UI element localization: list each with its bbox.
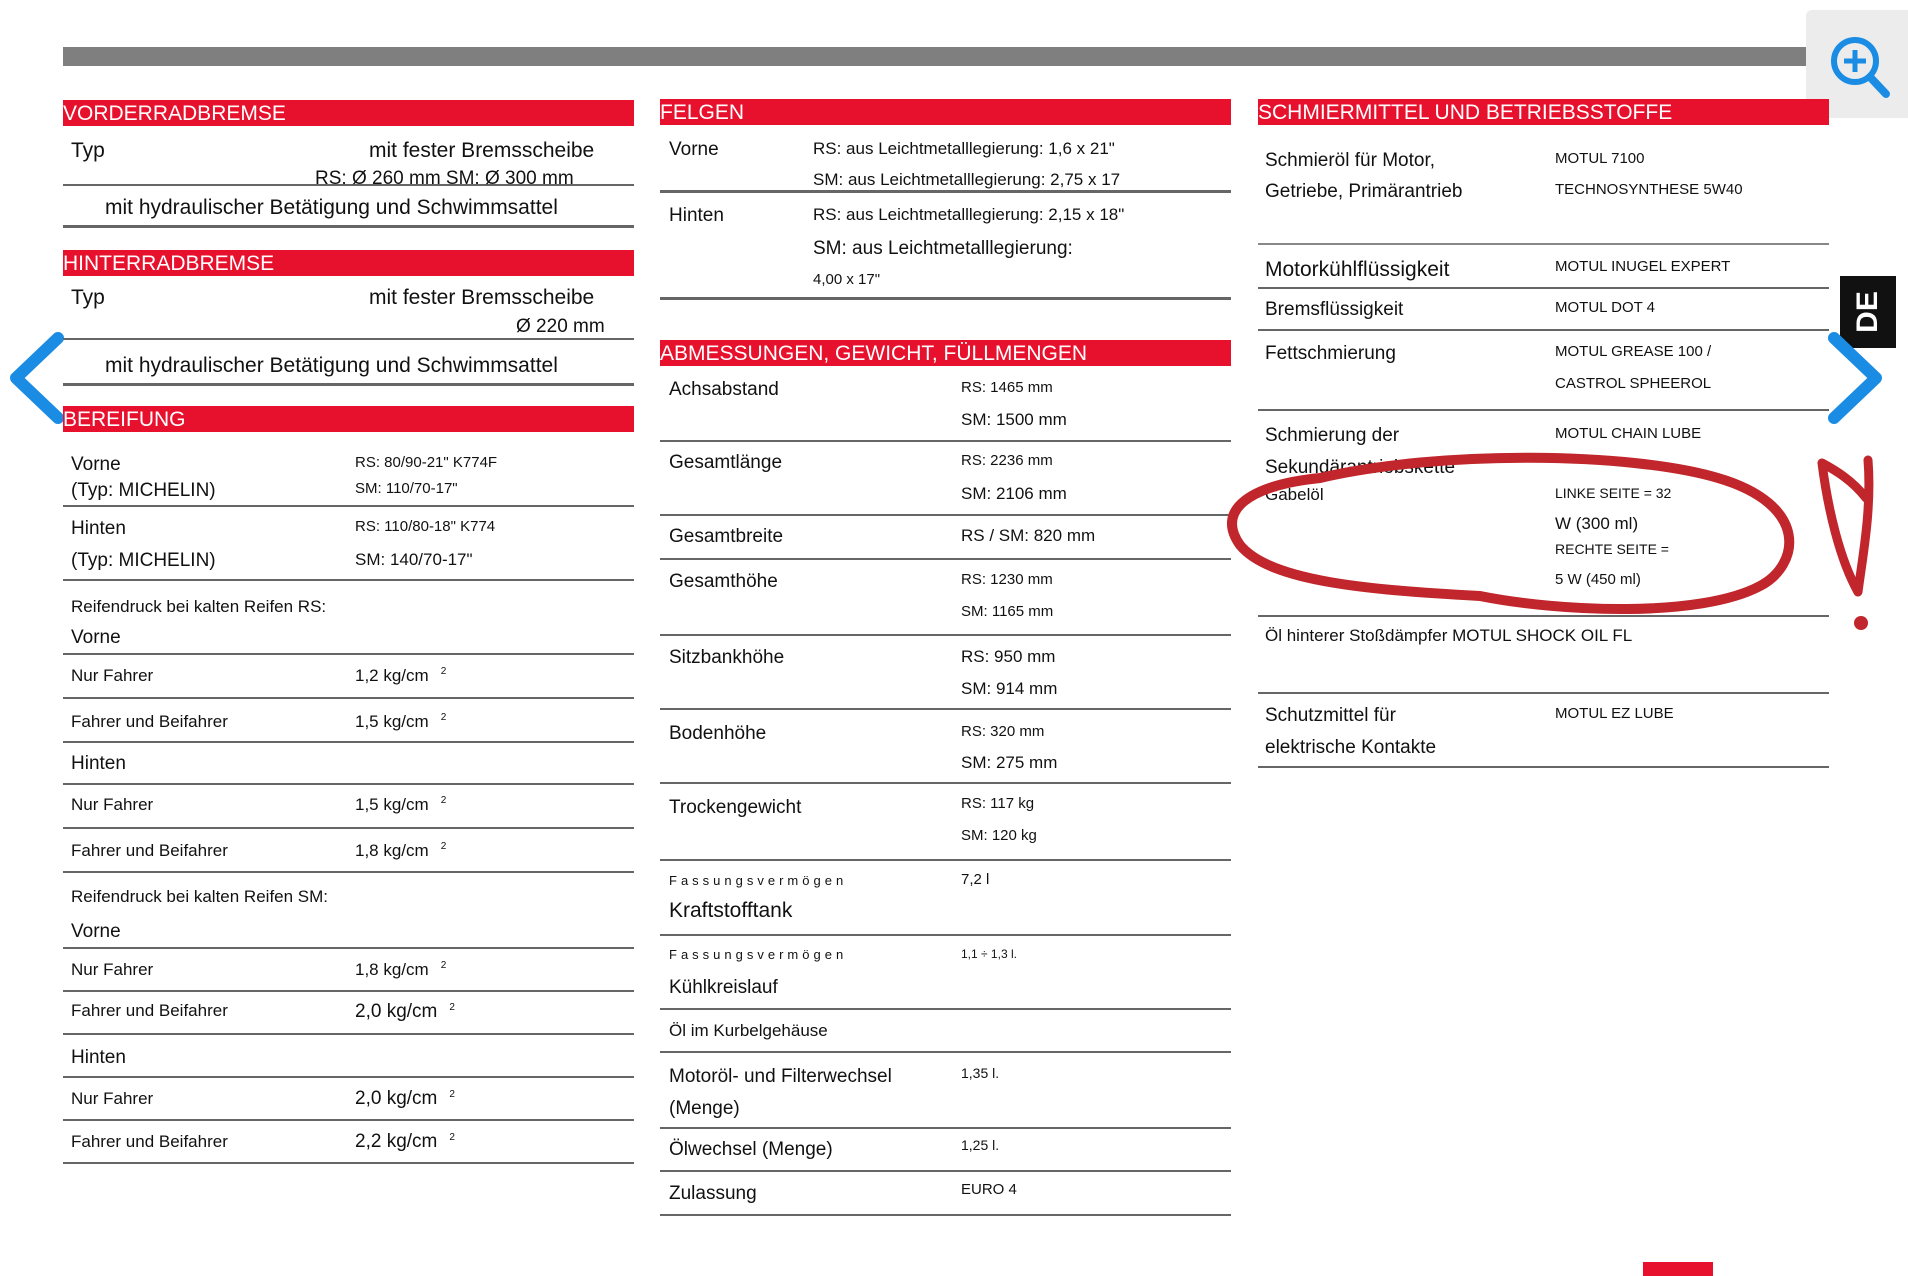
table-row bbox=[63, 699, 634, 743]
row-value: 2,0 kg/cm $^2$ bbox=[355, 1001, 455, 1022]
row-value: SM: 1500 mm bbox=[961, 410, 1067, 429]
table-row bbox=[1258, 289, 1829, 331]
top-divider-bar bbox=[63, 47, 1828, 66]
row-value: RS: 1230 mm bbox=[961, 571, 1053, 588]
table-row bbox=[660, 516, 1231, 560]
row-value: RS: 80/90-21" K774F bbox=[355, 454, 498, 471]
row-value: 4,00 x 17" bbox=[813, 271, 881, 288]
table-row bbox=[1258, 694, 1829, 768]
row-value: RS: 110/80-18" K774 bbox=[355, 518, 496, 535]
row-label: Sitzbankhöhe bbox=[669, 647, 785, 668]
row-value: 1,5 kg/cm $^2$ bbox=[355, 795, 447, 814]
row-label: Typ bbox=[71, 286, 105, 309]
row-value: 2,0 kg/cm $^2$ bbox=[355, 1088, 455, 1109]
table-row bbox=[660, 366, 1231, 442]
row-value: W (300 ml) bbox=[1555, 514, 1639, 533]
table-row bbox=[660, 560, 1231, 636]
row-label: Nur Fahrer bbox=[71, 1089, 154, 1108]
row-label: (Typ: MICHELIN) bbox=[71, 480, 216, 501]
section-header-front-brake: VORDERRADBREMSE bbox=[63, 100, 634, 126]
chevron-right-icon[interactable] bbox=[1826, 330, 1888, 426]
row-label: Bremsflüssigkeit bbox=[1265, 299, 1404, 320]
table-row bbox=[660, 125, 1231, 193]
table-row bbox=[660, 193, 1231, 300]
row-label: Kraftstofftank bbox=[669, 899, 793, 922]
table-row bbox=[63, 992, 634, 1035]
chevron-left-icon[interactable] bbox=[4, 330, 66, 426]
row-value: MOTUL EZ LUBE bbox=[1555, 705, 1674, 722]
row-label: Hinten bbox=[71, 753, 126, 774]
row-label: Fahrer und Beifahrer bbox=[71, 712, 228, 731]
section-header-dimensions: ABMESSUNGEN, GEWICHT, FÜLLMENGEN bbox=[660, 340, 1231, 366]
row-value: RS: 320 mm bbox=[961, 723, 1045, 740]
table-row bbox=[1258, 245, 1829, 289]
row-value: SM: 275 mm bbox=[961, 753, 1058, 772]
row-label: Gabelöl bbox=[1265, 485, 1324, 504]
table-row bbox=[63, 126, 634, 189]
row-value: MOTUL INUGEL EXPERT bbox=[1555, 258, 1731, 275]
row-value: 2,2 kg/cm $^2$ bbox=[355, 1131, 455, 1152]
table-row bbox=[660, 784, 1231, 861]
section-subtitle: Reifendruck bei kalten Reifen SM: bbox=[71, 887, 329, 906]
row-value: 1,5 kg/cm $^2$ bbox=[355, 712, 447, 731]
section-header-rims: FELGEN bbox=[660, 99, 1231, 125]
table-row bbox=[63, 1035, 634, 1078]
row-value: 1,1 ÷ 1,3 l. bbox=[961, 947, 1017, 961]
row-value: CASTROL SPHEEROL bbox=[1555, 375, 1712, 392]
row-label: Fahrer und Beifahrer bbox=[71, 841, 228, 860]
row-value: SM: 110/70-17" bbox=[355, 480, 458, 497]
table-row bbox=[1258, 331, 1829, 411]
table-row bbox=[660, 710, 1231, 784]
row-label: Bodenhöhe bbox=[669, 723, 767, 744]
row-label: Hinten bbox=[669, 205, 724, 226]
row-label: Motorkühlflüssigkeit bbox=[1265, 258, 1450, 281]
column-right bbox=[1258, 99, 1829, 768]
row-value: MOTUL CHAIN LUBE bbox=[1555, 425, 1702, 442]
row-value: 7,2 l bbox=[961, 871, 990, 888]
row-label: Gesamtbreite bbox=[669, 526, 784, 547]
row-label: Vorne bbox=[71, 627, 121, 648]
footer-accent-bar bbox=[1643, 1262, 1713, 1276]
row-value: SM: aus Leichtmetalllegierung: bbox=[813, 238, 1073, 259]
table-row bbox=[63, 621, 634, 655]
row-label: Trockengewicht bbox=[669, 797, 802, 818]
row-value: SM: 1165 mm bbox=[961, 603, 1054, 620]
row-value: 1,25 l. bbox=[961, 1137, 1000, 1153]
row-label: Gesamtlänge bbox=[669, 452, 783, 473]
row-value: LINKE SEITE = 32 bbox=[1555, 485, 1672, 501]
row-label: Nur Fahrer bbox=[71, 795, 154, 814]
row-value: 1,2 kg/cm $^2$ bbox=[355, 666, 447, 685]
row-label: Vorne bbox=[71, 921, 121, 942]
row-label: Fahrer und Beifahrer bbox=[71, 1001, 228, 1020]
table-row bbox=[63, 949, 634, 992]
row-label: Nur Fahrer bbox=[71, 666, 154, 685]
row-label: Vorne bbox=[669, 139, 719, 160]
row-label: Öl im Kurbelgehäuse bbox=[669, 1021, 828, 1040]
table-row bbox=[660, 442, 1231, 516]
table-row bbox=[660, 636, 1231, 710]
row-label: Schmierung der bbox=[1265, 425, 1400, 446]
table-row bbox=[63, 1121, 634, 1164]
row-value: 1,35 l. bbox=[961, 1065, 1000, 1081]
row-label: Fahrer und Beifahrer bbox=[71, 1132, 228, 1151]
row-value: Ø 220 mm bbox=[516, 316, 605, 337]
row-value: RS: 117 kg bbox=[961, 795, 1035, 812]
table-row bbox=[63, 785, 634, 829]
row-label: Schutzmittel für bbox=[1265, 705, 1396, 726]
row-value: SM: 140/70-17" bbox=[355, 550, 473, 569]
row-value: EURO 4 bbox=[961, 1181, 1017, 1198]
row-value: MOTUL DOT 4 bbox=[1555, 299, 1656, 316]
row-value: TECHNOSYNTHESE 5W40 bbox=[1555, 181, 1743, 198]
row-label: Typ bbox=[71, 139, 105, 162]
row-value: RS: 950 mm bbox=[961, 647, 1056, 666]
table-row bbox=[63, 655, 634, 699]
row-value: RS: 2236 mm bbox=[961, 452, 1053, 469]
table-row bbox=[660, 936, 1231, 1010]
table-row bbox=[1258, 617, 1829, 694]
section-header-lubricants: SCHMIERMITTEL UND BETRIEBSSTOFFE bbox=[1258, 99, 1829, 125]
row-label: Fettschmierung bbox=[1265, 343, 1396, 364]
table-row bbox=[1258, 485, 1829, 617]
row-label: elektrische Kontakte bbox=[1265, 737, 1437, 758]
row-caption: Fassungsvermögen bbox=[669, 873, 848, 888]
row-value: 1,8 kg/cm $^2$ bbox=[355, 960, 447, 979]
annotation-exclamation bbox=[1822, 460, 1869, 592]
row-value: SM: aus Leichtmetalllegierung: 2,75 x 17 bbox=[813, 170, 1121, 189]
table-row bbox=[63, 921, 634, 949]
row-value: SM: 2106 mm bbox=[961, 484, 1067, 503]
table-row bbox=[660, 1010, 1231, 1053]
column-middle bbox=[660, 99, 1231, 1216]
row-label: Ölwechsel (Menge) bbox=[669, 1139, 833, 1160]
table-row bbox=[63, 743, 634, 785]
row-value: RS: 1465 mm bbox=[961, 379, 1053, 396]
row-label: Achsabstand bbox=[669, 379, 779, 400]
row-value: mit fester Bremsscheibe bbox=[369, 139, 595, 162]
section-header-rear-brake: HINTERRADBREMSE bbox=[63, 250, 634, 276]
row-label: Vorne bbox=[71, 454, 121, 475]
table-row bbox=[660, 861, 1231, 936]
row-label: Schmieröl für Motor, bbox=[1265, 150, 1435, 171]
row-value: mit hydraulischer Betätigung und Schwimmsattel bbox=[105, 196, 558, 219]
row-label: Getriebe, Primärantrieb bbox=[1265, 181, 1463, 202]
row-label: Hinten bbox=[71, 1047, 126, 1068]
table-row bbox=[63, 829, 634, 873]
table-row bbox=[63, 186, 634, 228]
row-value: RS / SM: 820 mm bbox=[961, 526, 1096, 545]
row-value: MOTUL 7100 bbox=[1555, 150, 1645, 167]
table-row bbox=[1258, 125, 1829, 245]
table-row bbox=[660, 1129, 1231, 1172]
row-label: Öl hinterer Stoßdämpfer MOTUL SHOCK OIL FL bbox=[1265, 626, 1633, 645]
row-value: SM: 120 kg bbox=[961, 827, 1037, 844]
row-value: RS: aus Leichtmetalllegierung: 2,15 x 18" bbox=[813, 205, 1125, 224]
language-tab-label: DE bbox=[1851, 291, 1884, 333]
row-value: RS: aus Leichtmetalllegierung: 1,6 x 21" bbox=[813, 139, 1115, 158]
row-value: mit fester Bremsscheibe bbox=[369, 286, 595, 309]
table-row bbox=[660, 1172, 1231, 1216]
table-row bbox=[660, 1053, 1231, 1129]
table-row bbox=[63, 340, 634, 386]
section-subtitle: Reifendruck bei kalten Reifen RS: bbox=[71, 597, 327, 616]
row-label: (Menge) bbox=[669, 1098, 740, 1119]
table-row bbox=[1258, 411, 1829, 485]
row-label: Gesamthöhe bbox=[669, 571, 778, 592]
row-label: Sekundärantriebskette bbox=[1265, 457, 1456, 478]
row-value: 5 W (450 ml) bbox=[1555, 571, 1641, 588]
row-value: RS: Ø 260 mm SM: Ø 300 mm bbox=[315, 168, 574, 189]
row-value: MOTUL GREASE 100 / bbox=[1555, 343, 1712, 360]
row-label: Zulassung bbox=[669, 1183, 757, 1204]
row-value: SM: 914 mm bbox=[961, 679, 1058, 698]
table-row bbox=[63, 507, 634, 581]
section-header-tires: BEREIFUNG bbox=[63, 406, 634, 432]
row-value: RECHTE SEITE = bbox=[1555, 541, 1669, 557]
row-value: mit hydraulischer Betätigung und Schwimmsattel bbox=[105, 354, 558, 377]
row-label: Hinten bbox=[71, 518, 126, 539]
row-value: 1,8 kg/cm $^2$ bbox=[355, 841, 447, 860]
table-row bbox=[63, 276, 634, 340]
row-label: Kühlkreislauf bbox=[669, 977, 778, 998]
row-label: (Typ: MICHELIN) bbox=[71, 550, 216, 571]
column-left bbox=[63, 100, 634, 1164]
annotation-dot bbox=[1854, 616, 1868, 630]
row-label: Motoröl- und Filterwechsel bbox=[669, 1066, 892, 1087]
table-row bbox=[63, 432, 634, 507]
table-row bbox=[63, 1078, 634, 1121]
row-label: Nur Fahrer bbox=[71, 960, 154, 979]
row-caption: Fassungsvermögen bbox=[669, 947, 848, 962]
